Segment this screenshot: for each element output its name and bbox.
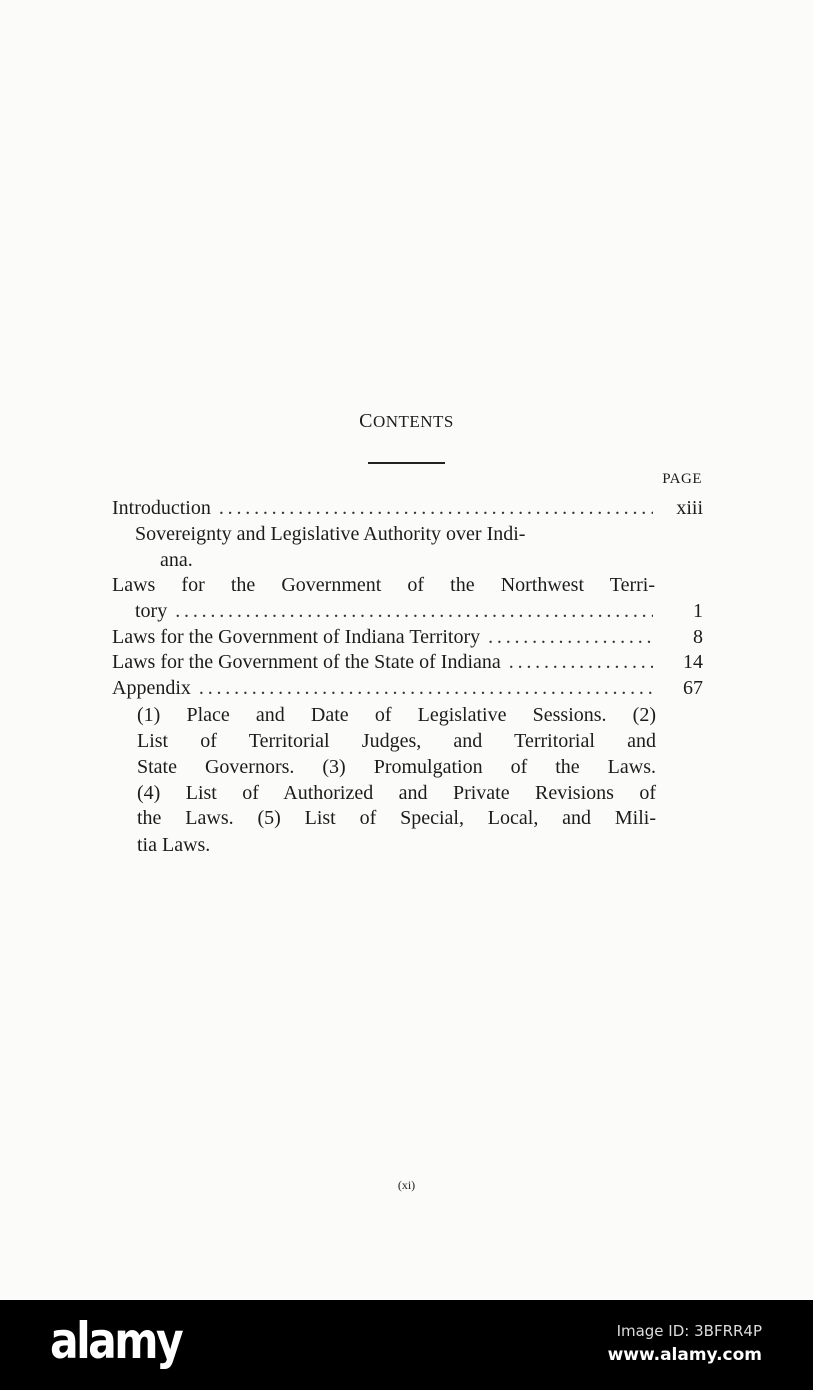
title-rule — [368, 462, 445, 464]
toc-subentry-cont: ana. — [160, 549, 193, 571]
dot-leader — [199, 675, 653, 701]
dot-leader — [488, 624, 653, 650]
alamy-logo: alamy — [50, 1312, 182, 1370]
dot-leader — [509, 649, 653, 675]
image-id: Image ID: 3BFRR4P — [616, 1322, 762, 1340]
dot-leader — [219, 495, 653, 521]
toc-entry-northwest-cont: tory . . . 1 — [135, 598, 703, 624]
toc-entry-indiana-territory: Laws for the Government of Indiana Territory . . . 8 — [112, 624, 703, 650]
page-folio: (xi) — [397, 1178, 416, 1192]
appendix-desc-line: (1) Place and Date of Legislative Sessions. (2) — [137, 704, 656, 726]
toc-entry-appendix: Appendix . . . 67 — [112, 675, 703, 701]
toc-entry-indiana-state: Laws for the Government of the State of Indiana . . . 14 — [112, 649, 703, 675]
dot-leader — [175, 598, 653, 624]
site-url: www.alamy.com — [607, 1345, 762, 1365]
appendix-desc-line: (4) List of Authorized and Private Revisions of — [137, 782, 656, 804]
appendix-desc-line: the Laws. (5) List of Special, Local, and Mili- — [137, 807, 656, 829]
appendix-desc-line: State Governors. (3) Promulgation of the Laws. — [137, 756, 656, 778]
appendix-desc-line: tia Laws. — [137, 834, 211, 856]
contents-title: CONTENTS — [359, 410, 454, 432]
page-column-header: PAGE — [662, 471, 702, 487]
appendix-desc-line: List of Territorial Judges, and Territorial and — [137, 730, 656, 752]
toc-entry-northwest: Laws for the Government of the Northwest Terri- — [112, 574, 655, 596]
toc-entry-introduction: Introduction . . . xiii — [112, 495, 703, 521]
toc-subentry: Sovereignty and Legislative Authority over Indi- — [135, 523, 526, 545]
